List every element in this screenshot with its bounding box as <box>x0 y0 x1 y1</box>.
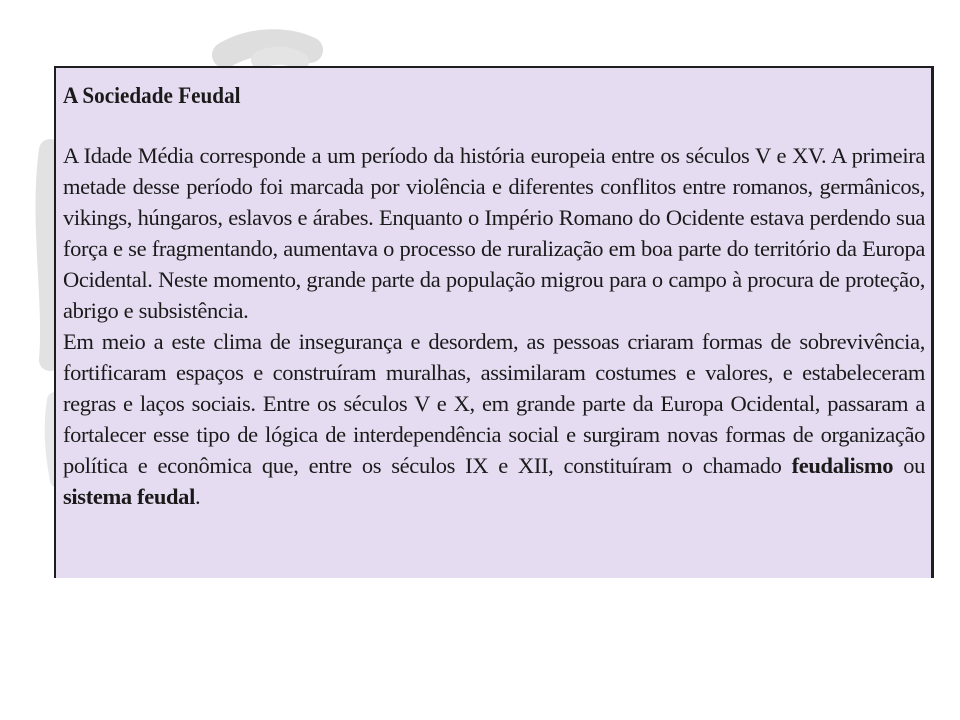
paragraph-feudalism <box>63 326 925 512</box>
text-box <box>54 66 934 578</box>
term-feudalismo: feudalismo <box>791 453 894 478</box>
paragraph-intro: A Idade Média corresponde a um período da história europeia entre os séculos V e XV. A primeira metade desse período foi marcada por violência e diferentes conflitos entre romanos, germânicos, vikings, húngaros, eslavos e árabes. Enquanto o Império Romano do Ocidente estava perdendo sua força e se fragmentando, aumentava o processo de ruralização em boa parte do território da Europa Ocidental. Neste momento, grande parte da população migrou para o campo à procura de proteção, abrigo e subsistência. <box>63 143 925 323</box>
section-title: A Sociedade Feudal <box>63 83 241 108</box>
paragraph-feudalism-text: Em meio a este clima de insegurança e desordem, as pessoas criaram formas de sobrevivência, fortificaram espaços e construíram muralhas, assimilaram costumes e valores, e estabeleceram regras e laços sociais. Entre os séculos V e X, em grande parte da Europa Ocidental, passaram a fortalecer esse tipo de lógica de interdependência social e surgiram novas formas de organização política e econômica que, entre os séculos IX e XII, constituíram o chamado <box>63 329 925 478</box>
term-sistema-feudal: sistema feudal <box>63 484 195 509</box>
connector-text: ou <box>893 453 925 478</box>
sentence-ending: . <box>194 484 201 509</box>
